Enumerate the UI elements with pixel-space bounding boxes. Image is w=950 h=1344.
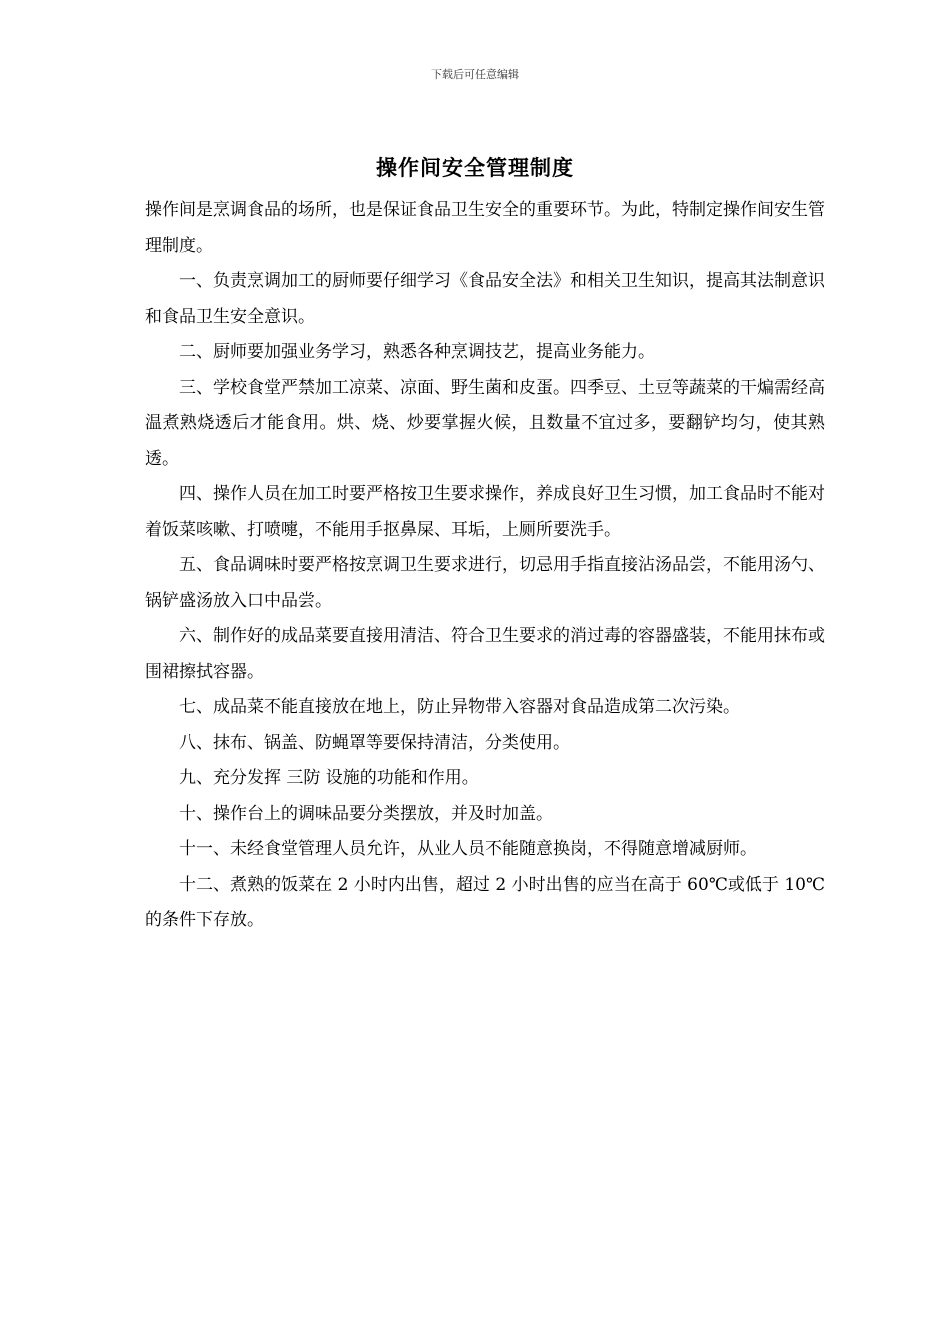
rule-item-6: 六、制作好的成品菜要直接用清洁、符合卫生要求的消过毒的容器盛装，不能用抹布或围裙擦拭容器。	[145, 626, 825, 682]
document-body	[145, 193, 825, 939]
rule-item-9: 九、充分发挥 三防 设施的功能和作用。	[179, 768, 479, 788]
rule-item-12: 十二、煮熟的饭菜在 2 小时内出售，超过 2 小时出售的应当在高于 60℃或低于 10℃的条件下存放。	[145, 874, 825, 930]
rule-item-3: 三、学校食堂严禁加工凉菜、凉面、野生菌和皮蛋。四季豆、土豆等蔬菜的干煸需经高温煮熟烧透后才能食用。烘、烧、炒要掌握火候，且数量不宜过多，要翻铲均匀，使其熟透。	[145, 377, 825, 469]
rule-item-7: 七、成品菜不能直接放在地上，防止异物带入容器对食品造成第二次污染。	[179, 697, 740, 717]
rule-item-1: 一、负责烹调加工的厨师要仔细学习《食品安全法》和相关卫生知识，提高其法制意识和食品卫生安全意识。	[145, 271, 825, 327]
rule-item-4: 四、操作人员在加工时要严格按卫生要求操作，养成良好卫生习惯，加工食品时不能对着饭菜咳嗽、打喷嚏，不能用手抠鼻屎、耳垢，上厕所要洗手。	[145, 484, 825, 540]
document-title: 操作间安全管理制度	[376, 156, 574, 180]
intro-paragraph: 操作间是烹调食品的场所，也是保证食品卫生安全的重要环节。为此，特制定操作间安生管理制度。	[145, 200, 825, 256]
rule-item-8: 八、抹布、锅盖、防蝇罩等要保持清洁，分类使用。	[179, 732, 570, 753]
rule-item-5: 五、食品调味时要严格按烹调卫生要求进行，切忌用手指直接沾汤品尝，不能用汤勺、锅铲盛汤放入口中品尝。	[145, 555, 825, 611]
header-note: 下载后可任意编辑	[431, 68, 519, 81]
rule-item-11: 十一、未经食堂管理人员允许，从业人员不能随意换岗，不得随意增减厨师。	[179, 839, 757, 859]
rule-item-2: 二、厨师要加强业务学习，熟悉各种烹调技艺，提高业务能力。	[179, 342, 655, 362]
rule-item-10: 十、操作台上的调味品要分类摆放，并及时加盖。	[179, 803, 553, 824]
